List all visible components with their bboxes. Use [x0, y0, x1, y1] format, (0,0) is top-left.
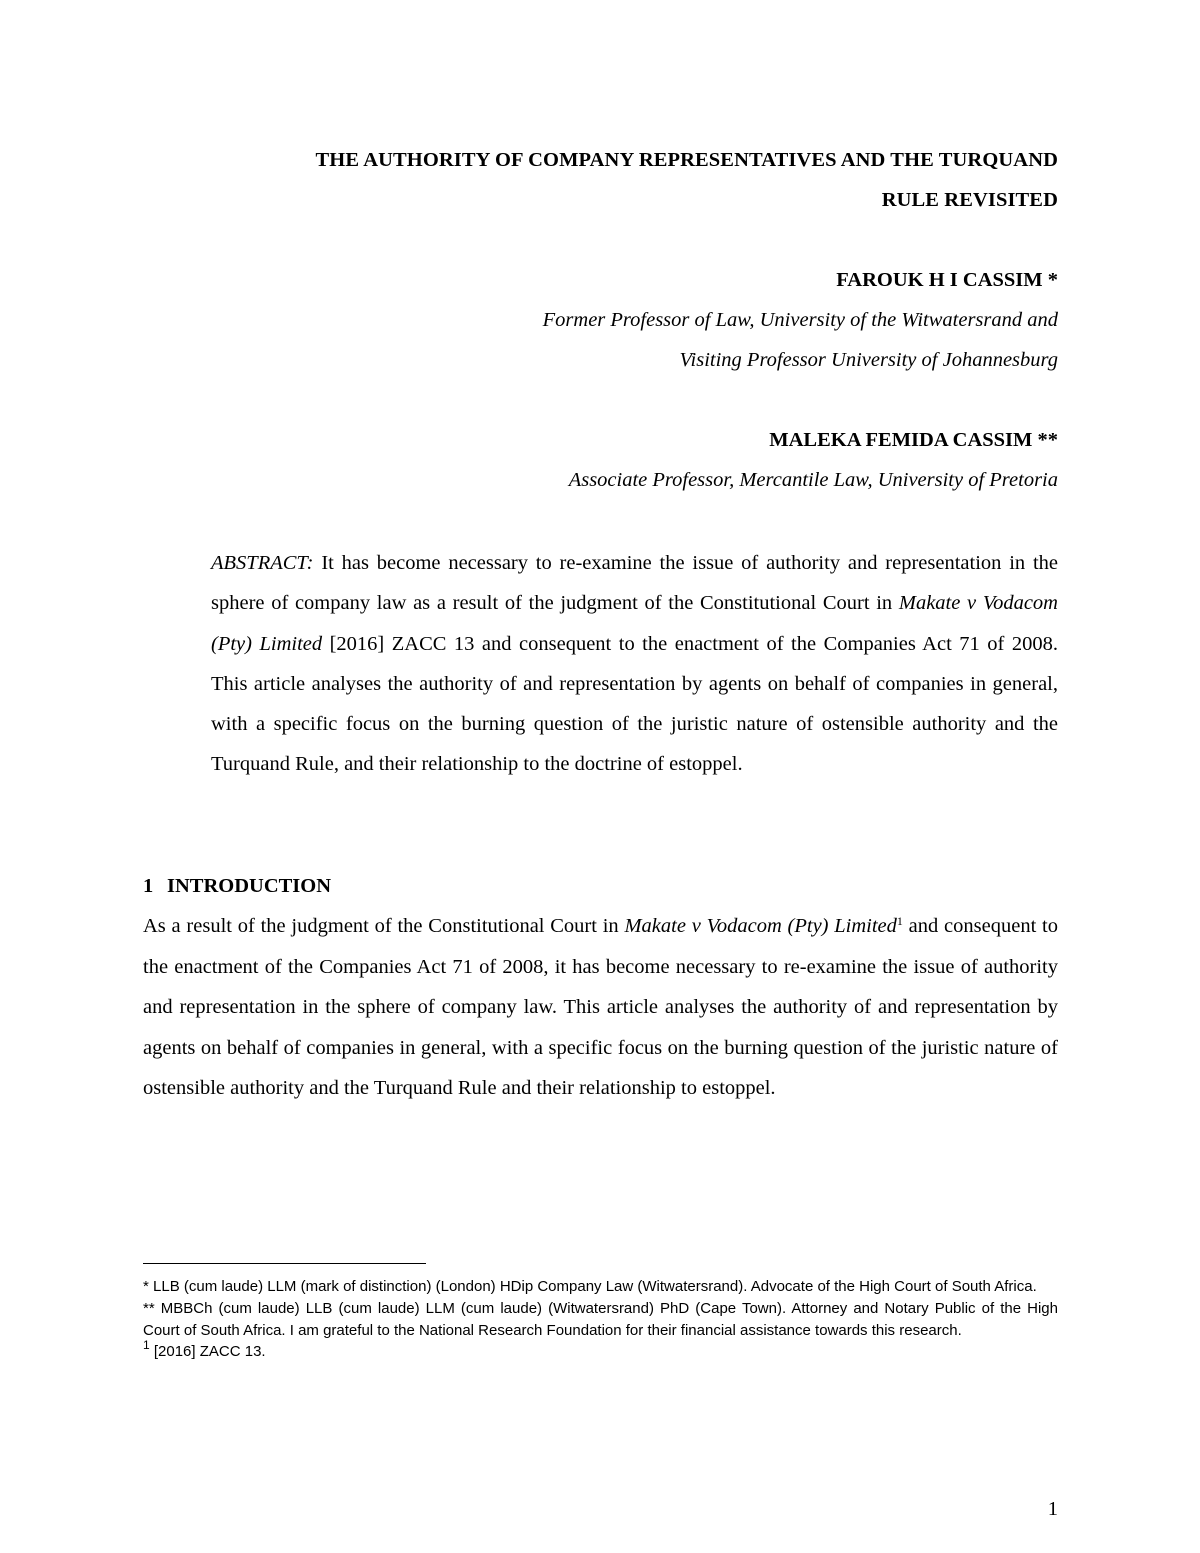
- abstract-text-part-2: [2016] ZACC 13 and consequent to the enactment of the Companies Act 71 of 2008. This article analyses the authority of and representation by agents on behalf of companies in general, with a specific focus on the burning question of the juristic nature of ostensible authority and the Turquand Rule, and their relationship to the doctrine of estoppel.: [211, 632, 1058, 776]
- intro-case-name: Makate v Vodacom (Pty) Limited: [624, 915, 897, 937]
- author-2-name: MALEKA FEMIDA CASSIM **: [769, 429, 1058, 451]
- author-1-name: FAROUK H I CASSIM *: [836, 269, 1058, 291]
- footnote-separator: [143, 1263, 426, 1264]
- abstract-label: ABSTRACT:: [211, 552, 314, 574]
- footnote-marker: *: [143, 1278, 149, 1295]
- abstract-text-part-1: It has become necessary to re-examine the issue of authority and representation in the sphere of company law as a result of the judgment of the Constitutional Court in: [211, 552, 1058, 615]
- section-heading-introduction: [143, 866, 331, 906]
- footnote-text: MBBCh (cum laude) LLB (cum laude) LLM (cum laude) (Witwatersrand) PhD (Cape Town). Attorney and Notary Public of the High Court of South Africa. I am grateful to the National Research Foundation for their financial assistance towards this research.: [143, 1299, 1058, 1339]
- author-1-affiliation-line-2: Visiting Professor University of Johannesburg: [679, 349, 1058, 371]
- footnote-text: LLB (cum laude) LLM (mark of distinction) (London) HDip Company Law (Witwatersrand). Advocate of the High Court of South Africa.: [148, 1278, 1037, 1295]
- abstract-case-name: Makate v Vodacom (Pty) Limited: [211, 592, 1058, 655]
- paper-title: [143, 140, 1058, 220]
- paper-title-line-2: RULE REVISITED: [881, 189, 1058, 211]
- footnote-reference-1[interactable]: 1: [896, 914, 903, 928]
- page-number: 1: [1047, 1498, 1058, 1520]
- footnote-author-1: [143, 1276, 1058, 1298]
- introduction-paragraph: [143, 906, 1058, 1109]
- footnote-author-2: [143, 1298, 1058, 1342]
- footnote-1: [143, 1338, 1058, 1363]
- footnote-marker: **: [143, 1299, 155, 1317]
- footnote-text: [2016] ZACC 13.: [149, 1343, 266, 1361]
- section-number: 1: [143, 875, 154, 897]
- intro-text-part-2: and consequent to the enactment of the Companies Act 71 of 2008, it has become necessary to re-examine the issue of authority and representation in the sphere of company law. This article analyses the authority of and representation by agents on behalf of companies in general, with a specific focus on the burning question of the juristic nature of ostensible authority and the Turquand Rule and their relationship to estoppel.: [143, 915, 1058, 1100]
- paper-title-line-1: THE AUTHORITY OF COMPANY REPRESENTATIVES AND THE TURQUAND: [315, 149, 1058, 171]
- section-title: INTRODUCTION: [167, 875, 332, 897]
- author-2-affiliation-line-1: Associate Professor, Mercantile Law, University of Pretoria: [568, 469, 1058, 491]
- intro-text-part-1: As a result of the judgment of the Constitutional Court in: [143, 915, 625, 937]
- footnotes: [143, 1276, 1058, 1363]
- abstract-paragraph: [211, 543, 1058, 785]
- author-2-affiliation: [143, 460, 1058, 500]
- author-1-affiliation: [143, 300, 1058, 380]
- footnote-marker: 1: [143, 1338, 150, 1353]
- author-1-affiliation-line-1: Former Professor of Law, University of the Witwatersrand and: [542, 309, 1058, 331]
